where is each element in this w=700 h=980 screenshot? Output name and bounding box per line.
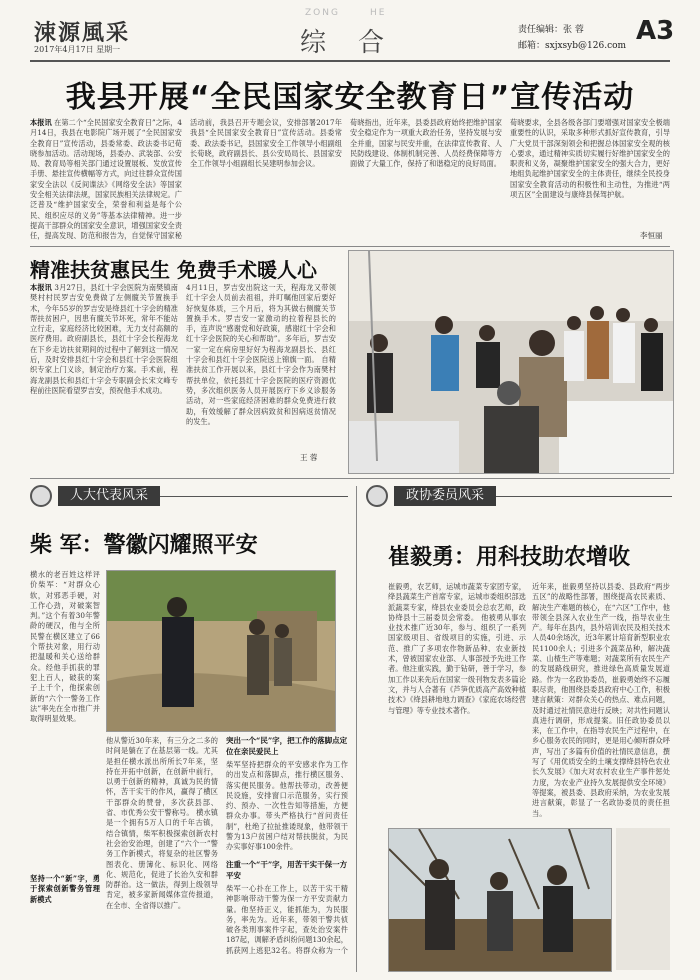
- chai-caption-2: 注重一个“干”字，用苦干实干保一方平安: [226, 860, 348, 880]
- poverty-paragraph-1: 3月27日，县红十字会医院为南樊镇南樊村村民罗吉安免费做了左侧髋关节置换手术，今年55岁的罗吉安是绛县红十字会的精准帮扶贫困户，因患有髋关节坏死，常年不能站立行走，家庭经济比较困难，无力支付高额的医疗费用。政府副县长，县红十字会长程海龙在下乡走访扶贫期间的过程中了解到这一情况后，及时安排县红十字会和县红十字会医院组织专家上门义诊，制定治疗方案。手术前，程海龙副县长和县红十字会专职副会长宋文峰专程前往医院看望罗吉安，预祝他手术成功。: [30, 283, 178, 395]
- lead-paragraph-1: 在第二个“全民国家安全教育日”之际，4月14日，我县在电影院广场开展了“全民国家安全教育日”宣传活动，县委常委、政法委书记荀晓参加活动。活动现场，县委办、武装部、公安局、教育局等相关部门通过设置展板、发放宣传手册、悬挂宣传横幅等方式，向过往群众宣传国家安全法以《反间谍法》《网络安全法》等国家安全相关法律法规，国家民族相关法律规定。广泛普及“维护国家安全，荣誉和利益是每个公民、组织应尽的义务”等基本法律精神。进一步提高干部群众的国家安全意识，增强国家安全责任，提高发现、防范和报告为，自觉保守国家秘: [30, 118, 182, 241]
- cui-col-1: [388, 582, 526, 824]
- cui-title: 崔毅勇：用科技助农增收: [388, 545, 631, 570]
- section-en-left: ZONG: [305, 8, 340, 18]
- divider: [30, 246, 670, 247]
- lead-col-1: [30, 118, 182, 242]
- lead-col-3: [350, 118, 502, 242]
- npc-banner-label: 人大代表风采: [58, 486, 160, 506]
- chai-col-1b: [30, 874, 100, 970]
- chai-caption-1: 突出一个“民”字，把工作的落脚点定位在亲民爱民上: [226, 736, 348, 756]
- hospital-photo: [348, 250, 674, 474]
- poverty-tag: 本报讯: [30, 283, 52, 292]
- lead-tag: 本报讯: [30, 118, 52, 127]
- poverty-author: 王 蓉: [300, 453, 318, 462]
- lead-headline: 我县开展“全民国家安全教育日”宣传活动: [65, 80, 635, 115]
- cppcc-emblem-icon: [366, 485, 388, 507]
- section-title: 综合: [300, 28, 417, 58]
- page-number: A3: [636, 16, 675, 46]
- lead-col-2: [190, 118, 342, 242]
- chai-title: 柴 军：警徽闪耀照平安: [30, 533, 258, 558]
- chai-paragraph-2: 他从警近30年来，有三分之二多的时间是躺在了在基层第一线。尤其是担任横水派出所所长7年来，坚持在开拓中创新，在创新中前行，以勇于创新的精神，真诚为民的情怀，苦干实干的作风，赢得了横区干部群众的赞誉，多次获县部、省、市优秀公安干警称号。: [106, 736, 218, 818]
- lead-paragraph-3: 荀晓指出，近年来，县委县政府始终把维护国家安全稳定作为一项重大政治任务，坚持发展与安全并重，国家与民安并重，在法律宣传教育、人民防线建设、体制机制完善、人员经费保障等方面做了大量工作，保持了和谐稳定的良好局面。: [350, 118, 502, 169]
- police-photo: [106, 570, 336, 732]
- poverty-col-1: [30, 283, 178, 470]
- divider: [30, 478, 670, 479]
- chai-paragraph-1: 横水的老百姓这样评价柴军：“对群众心软，对邪恶手硬，对工作心劲，对破案智判。”这个有着30年警龄的硬汉，他与全所民警在横区建立了66个帮扶对象，用行动把温暖和关心送给群众。经他手抓获的罪犯上百人，破获的案子上千个，他探索创新的“六个一警务工作法”率先在全市推广并取得明显效果。: [30, 570, 100, 724]
- chai-col-2: [106, 736, 218, 972]
- cui-paragraph-3: 近年来，崔毅勇坚持以县委、县政府“两步五区”的战略性部署，围绕提高农民素质、解决生产难题的核心，在“六区”工作中，他带领全县深入农业生产一线，指导农业生产。每年在县内，县外培训农民及相关技术人员40余场次，近3年累计培育新型职业农民1100余人；引进多个蔬菜品种，解决蔬菜、山楂生产等难题；对蔬菜所有农民生产的发展路线研究，推进绿色高质量发展道路。作为一名政协委员，崔毅勇始终不忘履职尽责，他围绕县委县政府中心工作，积极建言献策：对群众关心的热点、难点问题，及时通过社情民意进行反映；对共性问题认真进行调研，形成提案。旧任政协委员以来，在工作中，在指导农民生产过程中，在乡心服务农民的同时，更是用心倾听群众呼声，写出了多篇有价值的社情民意信息，撰写了《用优质安全的土壤支撑绛县特色农业长久发展》《加大对农村农业生产事件惩处力度，为农业产业持久发展提供安全环境》等提案，被县委、县政府采纳，为农业发展进言献策，彰显了一名政协委员的责任担当。: [532, 582, 670, 818]
- chai-paragraph-4: 柴军坚持把群众的平安感求作为工作的出发点和落脚点，推行横区服务、落实便民服务。他帮扶带动，改善便民设施，安排窗口示范服务，实行预约、预办、一次性告知等措施，方便群众办事。带头严格执行“首问责任制”，杜绝了拉扯推诿现象，他带领干警为13户贫困户结对帮扶脱贫，为民办实事好事100余件。: [226, 760, 348, 852]
- cppcc-banner-label: 政协委员风采: [394, 486, 496, 506]
- chai-subhead-1: 坚持一个“新”字，勇于探索创新警务管理新模式: [30, 874, 100, 904]
- lead-author: 李恒丽: [640, 231, 663, 240]
- cui-paragraph-1: 崔毅勇，农艺师，运城市蔬菜专家团专家，绛县蔬菜生产首席专家，运城市委组织部选派蔬菜专家，绛县农业委员会总农艺师，政协绛县十三届委员会常委。: [388, 582, 526, 622]
- national-emblem-icon: [30, 485, 52, 507]
- cui-col-2: [532, 582, 670, 824]
- lead-paragraph-2: 活动前，我县召开专题会议，安排部署2017年我县“全民国家安全教育日”宣传活动。县委常委、政法委书记，县国家安全工作领导小组副组长荀晓，政府副县长、县公安局局长、县国家安全工作领导小组副组长吴建明参加会议。: [190, 118, 342, 169]
- section-en-right: HE: [370, 8, 387, 18]
- lead-col-4: [510, 118, 670, 230]
- poverty-paragraph-3: 自精准扶贫工作开展以来，县红十字会作为南樊村帮扶单位，依托县红十字会医院的医疗资源优势，多次组织医务人员开展医疗下乡义诊服务活动，对一些家庭经济困难的群众免费进行救助，有效缓解了群众因病致贫和因病返贫情况的发生。: [186, 355, 336, 426]
- npc-banner: [30, 486, 348, 506]
- chai-col-1: [30, 570, 100, 870]
- cui-paragraph-2: 他被勇从事农业技术推广近30年，参与、组织了一系列国家级项目、省级项目的实施，引进、示范、推广了多项农作物新品种、农业新技术，曾被国家农业部、人事部授予先进工作者。他注重实践，勤于钻研，善于学习，参加工作以来先后在国家一级刊物发表多篇论文，并与人合著有《芦笋优质高产高效种植技术》《绛县耕地地力调查》《家庭农场经营与管理》等专业技术著作。: [388, 612, 526, 715]
- chai-col-3: [226, 736, 348, 956]
- masthead: [0, 0, 700, 64]
- poverty-title: 精准扶贫惠民生 免费手术暖人心: [30, 258, 317, 282]
- poverty-col-2: [186, 283, 336, 448]
- chai-paragraph-3: 横水镇是一个拥有5万人口的千年古镇，结合镇情，柴军积极探索创新农村社会治安治理，创建了“六个一”警务工作新模式，将复杂的社区警务图表化、册簿化、标识化、网络化、规范化，促进了长治久安和群防群治。这一做法，得到上级领导肯定，被多家新闻媒体宣传报道，在全市、全省得以推广。: [106, 808, 218, 910]
- column-separator: [356, 486, 357, 972]
- editor-credit: 责任编辑：张 蓉: [518, 25, 584, 35]
- cppcc-banner: [366, 486, 672, 506]
- poverty-paragraph-2: 4月11日，罗吉安出院这一天，程海龙又带领红十字会人员前去祖祖，并叮嘱他回家后要好好恢复体质，三个月后，将为其做右侧髋关节置换手术。罗吉安一家激动的拉着程县长的手，连声说“感谢党和好政策，感谢红十字会和红十字会医院的关心和帮助”。多年后，罗吉安一家一定在病房里好好为程海龙副县长、县红十字会和县红十字会医院送上锦旗一面。: [186, 283, 336, 365]
- orchard-photo: [388, 828, 612, 972]
- editor-email: 邮箱：sxjxsyb@126.com: [518, 41, 627, 51]
- chai-paragraph-5: 柴军一心扑在工作上，以苦干实干精神影响带动干警为保一方平安贡献力量。他坚持正义，能抓能为，为民服务，率先为。近年来，带领干警共侦破各类刑事案件字起，查处治安案件187起，调解矛盾纠纷问题130余起，抓获网上逃犯32名。将群众称为一个: [226, 884, 348, 955]
- paper-name: 涑源風采: [34, 20, 131, 46]
- masthead-rule: [30, 60, 670, 62]
- lead-paragraph-4: 荀晓要求，全县各级各部门要增强对国家安全极端重要性的认识，采取多种形式抓好宣传教育，引导广大党员干部深刻领会和把握总体国家安全观的核心要求，通过精神实质切实履行好维护国家安全的职责和义务，凝聚维护国家安全的强大合力，更好地组负起维护国家安全的主体责任，继续全民投身国家安全教育活动的积极性和主动性，为推进“两项五区”全面建设与康绛县保驾护航。: [510, 118, 670, 200]
- cui-photo-side-margin: [616, 828, 670, 970]
- issue-date: 2017年4月17日 星期一: [34, 45, 121, 54]
